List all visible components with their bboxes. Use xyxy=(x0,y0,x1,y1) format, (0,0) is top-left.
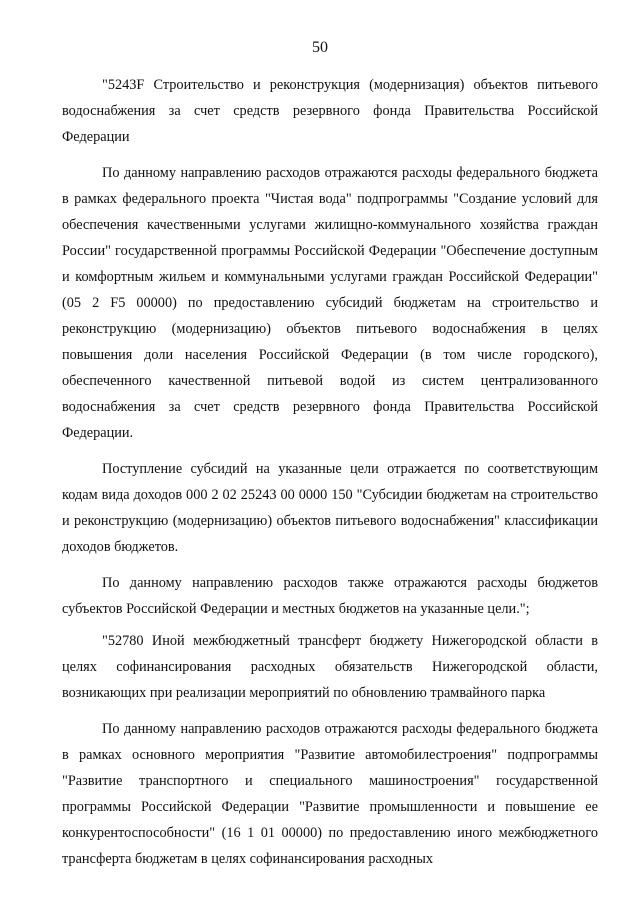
paragraph-52780-description: По данному направлению расходов отражаются расходы федерального бюджета в рамках основного мероприятия "Развитие автомобилестроения" подпрограммы "Развитие транспортного и специального машиностроения" государственной программы Российской Федерации "Развитие промышленности и повышение ее конкурентоспособности" (16 1 01 00000) по предоставлению иного межбюджетного трансферта бюджетам в целях софинансирования расходных xyxy=(62,721,598,867)
paragraph-5243f-heading: "5243F Строительство и реконструкция (модернизация) объектов питьевого водоснабжения за счет средств резервного фонда Правительства Российской Федерации xyxy=(62,77,598,145)
document-body xyxy=(62,72,598,872)
paragraph-52780-heading: "52780 Иной межбюджетный трансферт бюджету Нижегородской области в целях софинансирования расходных обязательств Нижегородской области, возникающих при реализации мероприятий по обновлению трамвайного парка xyxy=(62,633,598,701)
paragraph-5243f-description: По данному направлению расходов отражаются расходы федерального бюджета в рамках федерального проекта "Чистая вода" подпрограммы "Создание условий для обеспечения качественными услугами жилищно-коммунального хозяйства граждан России" государственной программы Российской Федерации "Обеспечение доступным и комфортным жильем и коммунальными услугами граждан Российской Федерации" (05 2 F5 00000) по предоставлению субсидий бюджетам на строительство и реконструкцию (модернизацию) объектов питьевого водоснабжения в целях повышения доли населения Российской Федерации (в том числе городского), обеспеченного качественной питьевой водой из систем централизованного водоснабжения за счет средств резервного фонда Правительства Российской Федерации. xyxy=(62,165,598,441)
paragraph-5243f-regional: По данному направлению расходов также отражаются расходы бюджетов субъектов Российской Федерации и местных бюджетов на указанные цели."; xyxy=(62,575,598,617)
page-number: 50 xyxy=(312,39,328,56)
paragraph-5243f-revenue: Поступление субсидий на указанные цели отражается по соответствующим кодам вида доходов 000 2 02 25243 00 0000 150 "Субсидии бюджетам на строительство и реконструкцию (модернизацию) объектов питьевого водоснабжения" классификации доходов бюджетов. xyxy=(62,461,598,555)
